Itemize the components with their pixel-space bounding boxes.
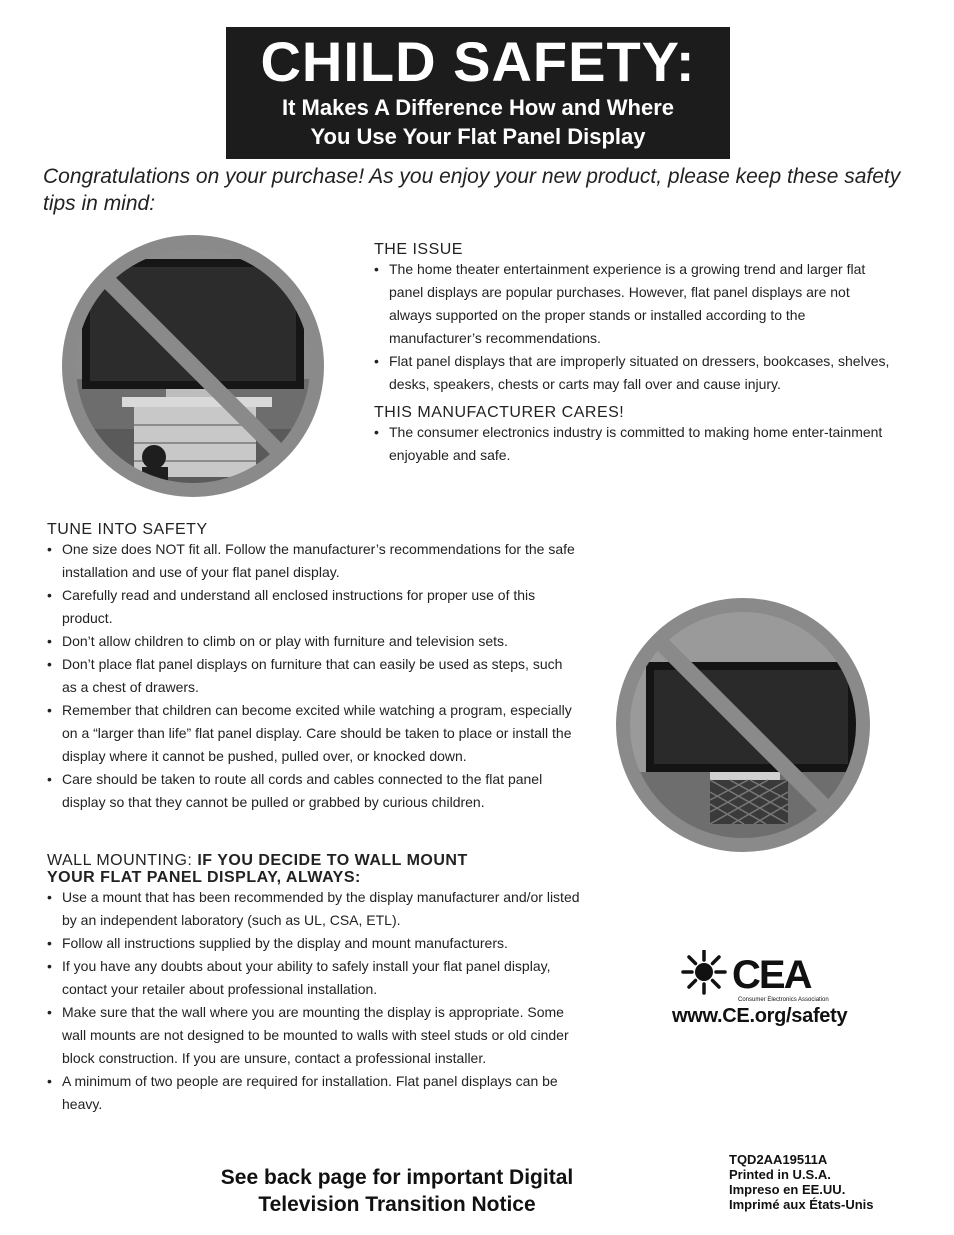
section-the-issue — [374, 241, 894, 396]
printed-in-en: Printed in U.S.A. — [729, 1167, 831, 1182]
intro-text: Congratulations on your purchase! As you enjoy your new product, please keep these safety tips in mind: — [43, 165, 901, 215]
list-item: • If you have any doubts about your ability to safely install your flat panel display, contact your retailer about professional installation. — [47, 955, 582, 1001]
list-item: • Follow all instructions supplied by the display and mount manufacturers. — [47, 932, 582, 955]
section-manufacturer-cares — [374, 404, 894, 467]
list-item: • Make sure that the wall where you are mounting the display is appropriate. Some wall mounts are not designed to be mounted to walls with steel studs or old cinder block construction. If you are unsure, contact a professional installer. — [47, 1001, 582, 1070]
heading-wall-mounting — [47, 852, 582, 886]
list-item: • Flat panel displays that are improperly situated on dressers, bookcases, shelves, desks, speakers, chests or carts may fall over and cause injury. — [374, 350, 894, 396]
banner-subtitle-line2: You Use Your Flat Panel Display — [310, 124, 646, 149]
footer-note-line1: See back page for important Digital — [220, 1166, 574, 1189]
section-tune-into-safety — [47, 521, 577, 814]
footer-note-line2: Television Transition Notice — [258, 1193, 536, 1216]
tv-on-dresser-prohibited-image — [56, 229, 330, 503]
banner-subtitle-line1: It Makes A Difference How and Where — [281, 95, 674, 120]
printed-in-es: Impreso en EE.UU. — [729, 1182, 846, 1197]
title-banner — [226, 27, 730, 159]
document-info — [729, 1152, 939, 1212]
list-item: • Care should be taken to route all cords and cables connected to the flat panel display so that they cannot be pulled or grabbed by curious children. — [47, 768, 577, 814]
heading-the-issue: THE ISSUE — [374, 241, 463, 258]
list-item: • Don’t place flat panel displays on furniture that can easily be used as steps, such as a chest of drawers. — [47, 653, 577, 699]
heading-tune-into-safety: TUNE INTO SAFETY — [47, 521, 208, 538]
cea-starburst-icon — [683, 951, 725, 993]
list-item: • A minimum of two people are required for installation. Flat panel displays can be heavy. — [47, 1070, 582, 1116]
list-item: • One size does NOT fit all. Follow the manufacturer’s recommendations for the safe installation and use of your flat panel display. — [47, 538, 577, 584]
list-item: • Use a mount that has been recommended by the display manufacturer and/or listed by an independent laboratory (such as UL, CSA, ETL). — [47, 886, 582, 932]
list-item: • Don’t allow children to climb on or play with furniture and television sets. — [47, 630, 577, 653]
document-code: TQD2AA19511A — [729, 1152, 828, 1167]
heading-manufacturer-cares: THIS MANUFACTURER CARES! — [374, 404, 625, 421]
banner-title: CHILD SAFETY: — [260, 30, 696, 93]
heading-wall-mounting-bold-1: IF YOU DECIDE TO WALL MOUNT — [197, 852, 468, 869]
heading-wall-mounting-label: WALL MOUNTING: — [47, 852, 198, 869]
footer-note — [180, 1164, 614, 1218]
tv-on-crate-prohibited-image — [610, 592, 876, 858]
list-item: • The home theater entertainment experience is a growing trend and larger flat panel displays are popular purchases. However, flat panel displays are not always supported on the proper stands or installed according to the manufacturer’s recommendations. — [374, 258, 894, 350]
section-wall-mounting — [47, 852, 582, 1116]
list-item: • Carefully read and understand all enclosed instructions for proper use of this product. — [47, 584, 577, 630]
printed-in-fr: Imprimé aux États-Unis — [729, 1197, 874, 1212]
cea-logo-tagline: Consumer Electronics Association — [738, 997, 829, 1003]
heading-wall-mounting-bold-2: YOUR FLAT PANEL DISPLAY, ALWAYS: — [47, 869, 361, 886]
cea-safety-url: www.CE.org/safety — [672, 1005, 848, 1027]
list-item: • Remember that children can become excited while watching a program, especially on a “larger than life” flat panel display. Care should be taken to place or install the display where it cannot be pushed, pulled over, or knocked down. — [47, 699, 577, 768]
list-item: • The consumer electronics industry is committed to making home enter-tainment enjoyable and safe. — [374, 421, 894, 467]
cea-logo-text: CEA — [732, 953, 811, 997]
